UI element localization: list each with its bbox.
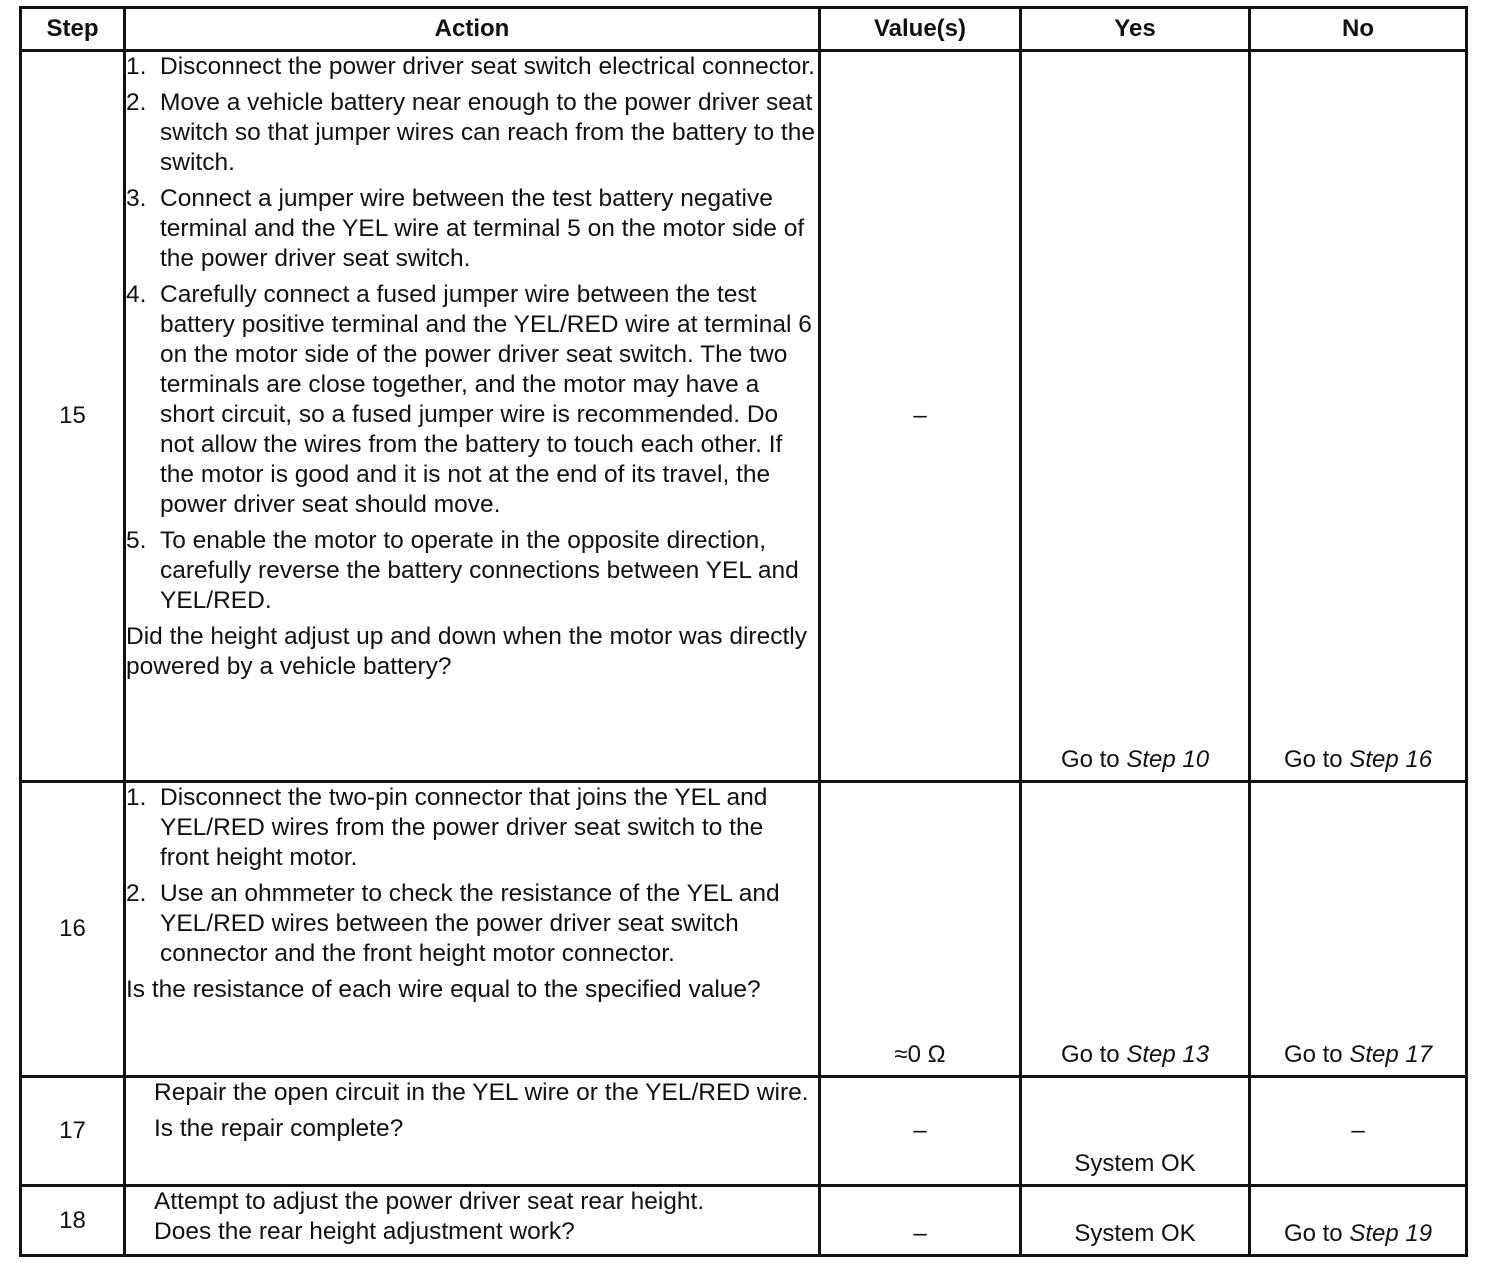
- step-reference: Step 10: [1126, 746, 1210, 773]
- action-cell: [125, 782, 820, 1077]
- no-result: [1251, 1220, 1465, 1248]
- action-step: [126, 88, 818, 178]
- goto-prefix: Go to: [1060, 746, 1127, 773]
- diagnostic-table: [19, 6, 1468, 1257]
- action-step: [126, 526, 818, 616]
- value-cell: [820, 1077, 1021, 1186]
- step-index: 5.: [126, 527, 147, 554]
- step-reference: Step 16: [1349, 746, 1433, 773]
- action-step: [126, 184, 818, 274]
- action-cell: [125, 1077, 820, 1186]
- step-number: 16: [21, 782, 125, 1077]
- step-index: 3.: [126, 185, 147, 212]
- action-step: [126, 783, 818, 873]
- header-values: Value(s): [820, 8, 1021, 51]
- action-question: Does the rear height adjustment work?: [154, 1218, 575, 1245]
- step-text: Connect a jumper wire between the test battery negative terminal and the YEL wire at terminal 5 on the motor side of the power driver seat switch.: [160, 185, 805, 272]
- header-row: [21, 8, 1467, 51]
- goto-prefix: Go to: [1283, 1220, 1350, 1247]
- table-row: [21, 1186, 1467, 1256]
- action-step: [126, 879, 818, 969]
- header-no: No: [1250, 8, 1467, 51]
- no-result: –: [1351, 1117, 1365, 1144]
- table-row: [21, 51, 1467, 782]
- action-statement: Repair the open circuit in the YEL wire or the YEL/RED wire.: [154, 1079, 809, 1106]
- step-number: 17: [21, 1077, 125, 1186]
- step-number: 18: [21, 1186, 125, 1256]
- value-cell: [820, 782, 1021, 1077]
- value-text: –: [913, 402, 927, 429]
- step-text: Disconnect the two-pin connector that joins the YEL and YEL/RED wires from the power driver seat switch to the front height motor.: [160, 784, 768, 871]
- yes-cell: [1021, 1077, 1250, 1186]
- no-result: [1251, 1041, 1465, 1069]
- goto-prefix: Go to: [1283, 1041, 1350, 1068]
- table-row: [21, 1077, 1467, 1186]
- table-row: [21, 782, 1467, 1077]
- yes-result: [1022, 746, 1248, 774]
- yes-cell: [1021, 782, 1250, 1077]
- yes-result: [1022, 1041, 1248, 1069]
- step-text: Use an ohmmeter to check the resistance of the YEL and YEL/RED wires between the power driver seat switch connector and the front height motor connector.: [160, 880, 780, 967]
- action-question: Is the repair complete?: [154, 1115, 404, 1142]
- action-cell: [125, 1186, 820, 1256]
- action-steps: [126, 52, 818, 616]
- step-reference: Step 17: [1349, 1041, 1433, 1068]
- step-index: 1.: [126, 784, 147, 811]
- action-question: Did the height adjust up and down when the motor was directly powered by a vehicle battery?: [126, 623, 807, 680]
- action-statement: Attempt to adjust the power driver seat rear height.: [154, 1188, 705, 1215]
- step-reference: Step 13: [1126, 1041, 1210, 1068]
- step-number: 15: [21, 51, 125, 782]
- value-cell: [820, 1186, 1021, 1256]
- value-text: ≈0 Ω: [894, 1041, 946, 1068]
- step-text: Disconnect the power driver seat switch electrical connector.: [160, 53, 815, 80]
- value-text: –: [913, 1220, 927, 1247]
- yes-cell: [1021, 1186, 1250, 1256]
- header-yes: Yes: [1021, 8, 1250, 51]
- header-action: Action: [125, 8, 820, 51]
- step-index: 2.: [126, 89, 147, 116]
- no-cell: [1250, 782, 1467, 1077]
- no-cell: [1250, 51, 1467, 782]
- yes-cell: [1021, 51, 1250, 782]
- value-text: –: [913, 1117, 927, 1144]
- step-reference: Step 19: [1349, 1220, 1433, 1247]
- value-cell: [820, 51, 1021, 782]
- action-step: [126, 280, 818, 520]
- step-index: 2.: [126, 880, 147, 907]
- no-cell: [1250, 1077, 1467, 1186]
- yes-result: System OK: [1074, 1220, 1196, 1247]
- step-index: 4.: [126, 281, 147, 308]
- step-index: 1.: [126, 53, 147, 80]
- no-cell: [1250, 1186, 1467, 1256]
- action-step: [126, 52, 818, 82]
- yes-result: System OK: [1074, 1150, 1196, 1177]
- no-result: [1251, 746, 1465, 774]
- action-steps: [126, 783, 818, 969]
- step-text: To enable the motor to operate in the opposite direction, carefully reverse the battery connections between YEL and YEL/RED.: [160, 527, 799, 614]
- goto-prefix: Go to: [1060, 1041, 1127, 1068]
- step-text: Carefully connect a fused jumper wire between the test battery positive terminal and the YEL/RED wire at terminal 6 on the motor side of the power driver seat switch. The two terminals are close together, and the motor may have a short circuit, so a fused jumper wire is recommended. Do not allow the wires from the battery to touch each other. If the motor is good and it is not at the end of its travel, the power driver seat should move.: [160, 281, 812, 518]
- action-question: Is the resistance of each wire equal to the specified value?: [126, 976, 761, 1003]
- header-step: Step: [21, 8, 125, 51]
- step-text: Move a vehicle battery near enough to the power driver seat switch so that jumper wires can reach from the battery to the switch.: [160, 89, 815, 176]
- action-cell: [125, 51, 820, 782]
- goto-prefix: Go to: [1283, 746, 1350, 773]
